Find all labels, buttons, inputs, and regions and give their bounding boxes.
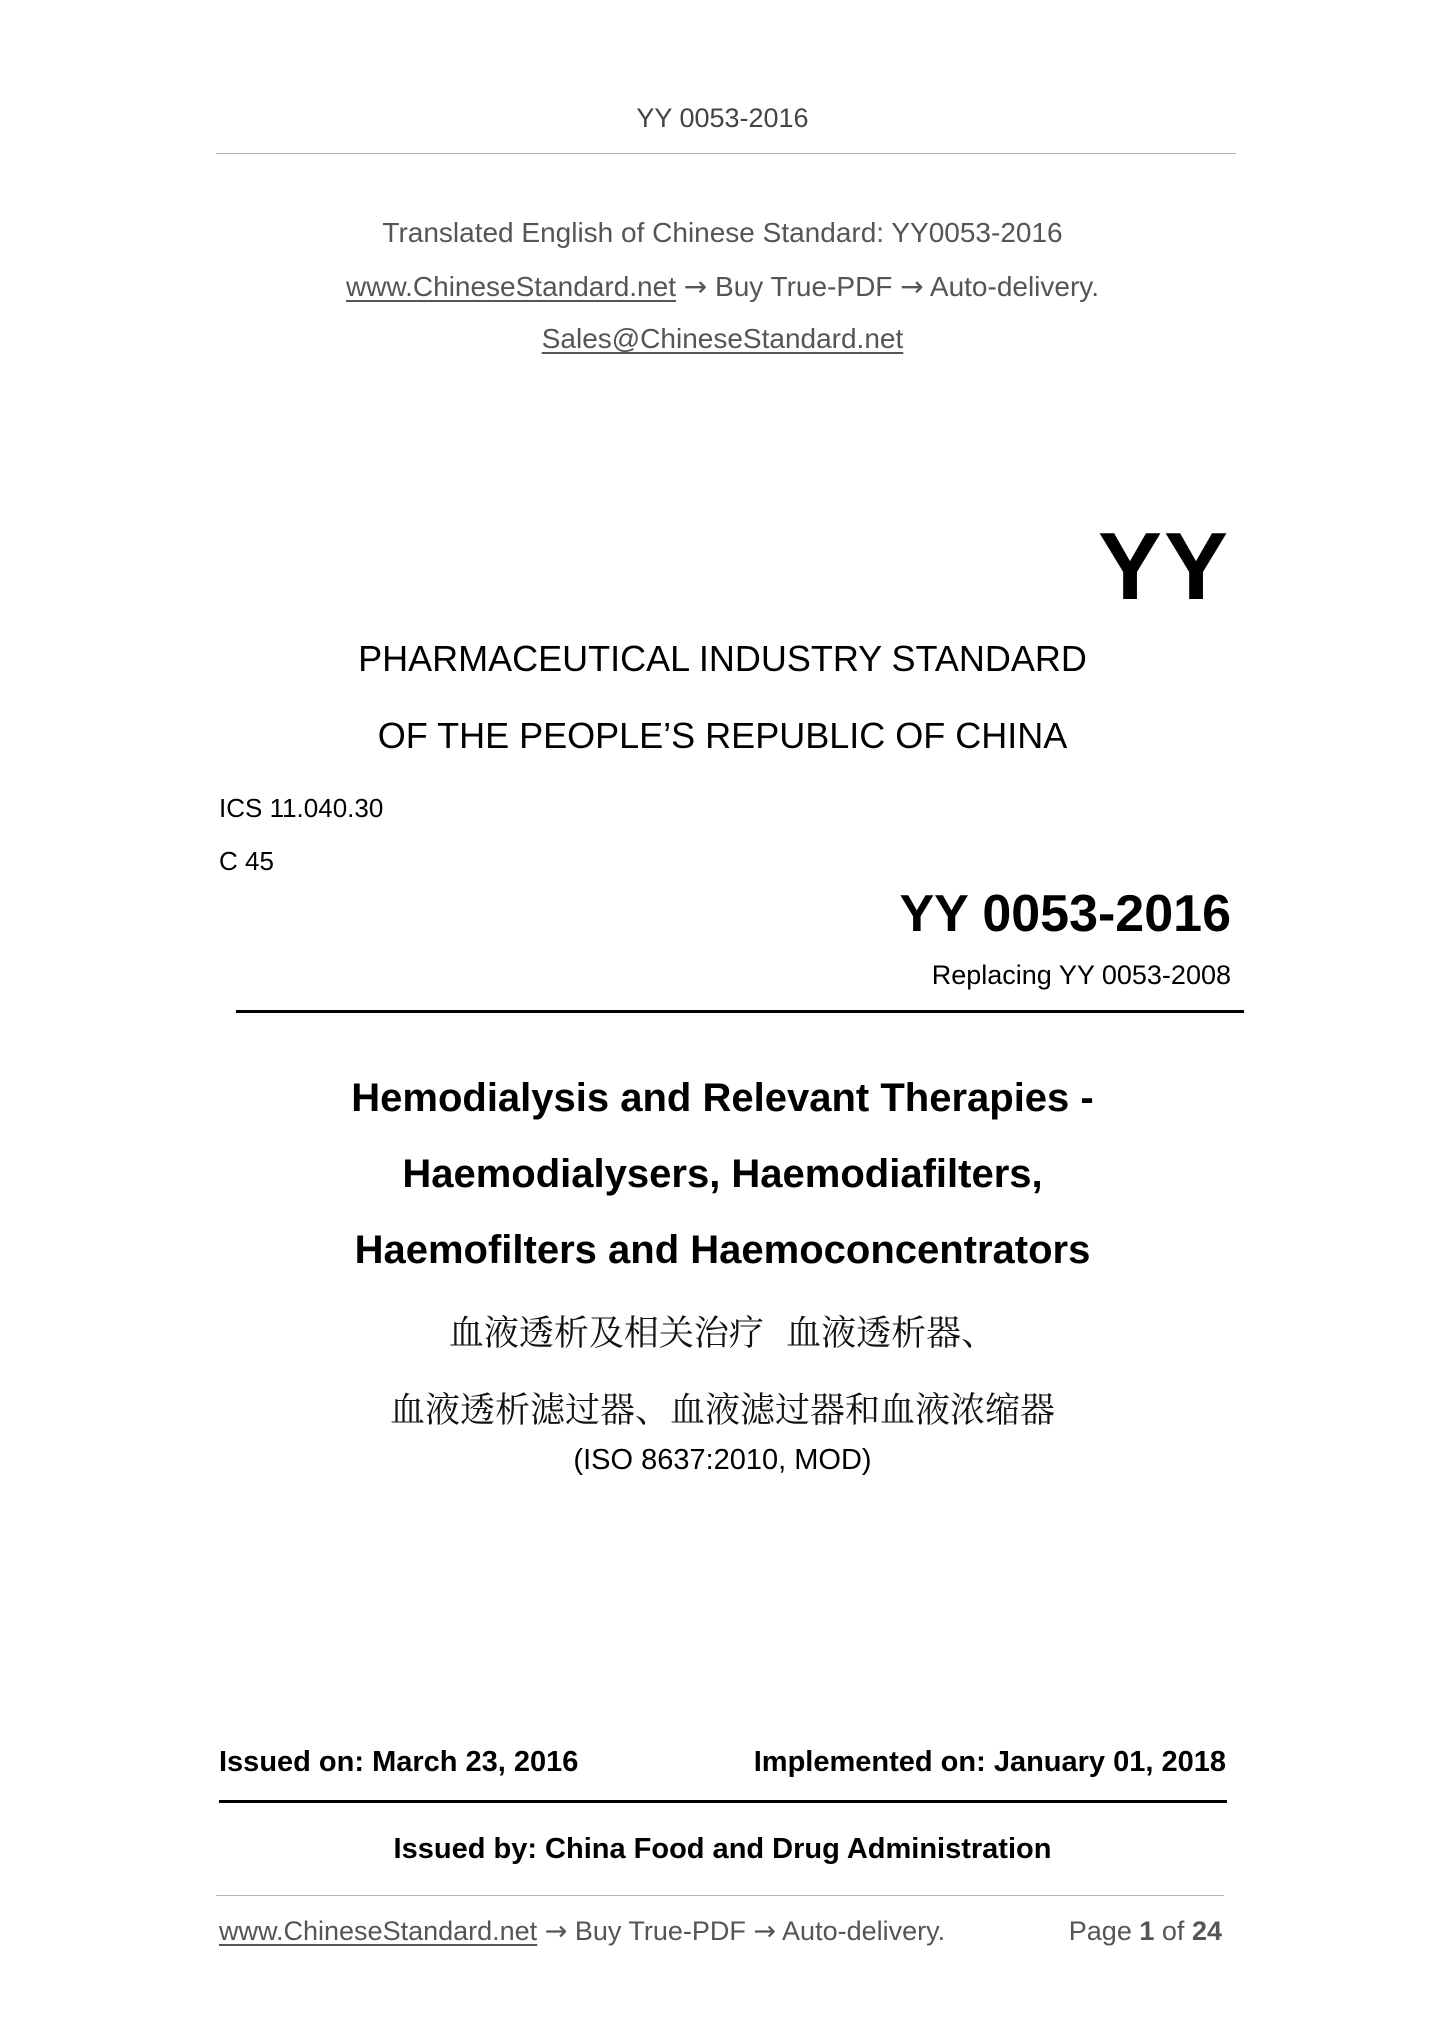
english-title-line3: Haemofilters and Haemoconcentrators [354, 1228, 1091, 1272]
standard-type-line1: PHARMACEUTICAL INDUSTRY STANDARD [358, 638, 1087, 679]
running-header-title: YY 0053-2016 [636, 103, 809, 133]
dates-divider [219, 1800, 1227, 1803]
sales-email-line [0, 323, 1445, 355]
arrow-right-icon: → [753, 1916, 777, 1947]
site-link[interactable]: www.ChineseStandard.net [346, 271, 676, 302]
auto-delivery-text: Auto-delivery. [929, 271, 1099, 302]
footer-divider [216, 1895, 1224, 1896]
implemented-on-date: Implemented on: January 01, 2018 [753, 1746, 1226, 1778]
arrow-right-icon: → [683, 270, 708, 303]
footer-delivery-text: Auto-delivery. [782, 1916, 946, 1946]
english-title-line2: Haemodialysers, Haemodiafilters, [402, 1152, 1043, 1196]
page-current: 1 [1139, 1916, 1155, 1946]
issuing-authority: Issued by: China Food and Drug Administration [393, 1833, 1052, 1865]
english-title-line1: Hemodialysis and Relevant Therapies - [351, 1076, 1094, 1120]
page-total: 24 [1191, 1916, 1222, 1946]
issued-on-date: Issued on: March 23, 2016 [219, 1746, 579, 1778]
adoption-note: (ISO 8637:2010, MOD) [573, 1444, 872, 1476]
ccs-code: C 45 [219, 846, 274, 876]
chinese-title-line2: 血液透析滤过器、血液滤过器和血液浓缩器 [389, 1391, 1055, 1431]
title-divider [236, 1010, 1244, 1013]
footer-buy-text: Buy True-PDF [574, 1916, 746, 1946]
standard-type-line2: OF THE PEOPLE’S REPUBLIC OF CHINA [377, 715, 1068, 756]
header-divider [216, 153, 1236, 154]
arrow-right-icon: → [544, 1916, 568, 1947]
of-label: of [1161, 1916, 1185, 1946]
arrow-right-icon: → [900, 270, 924, 303]
page-indicator [1069, 1916, 1222, 1947]
translated-standard-line: Translated English of Chinese Standard: YY0053-2016 [382, 217, 1063, 248]
standard-number: YY 0053-2016 [899, 885, 1231, 943]
buy-true-pdf-text: Buy True-PDF [715, 271, 893, 302]
replacing-standard: Replacing YY 0053-2008 [931, 960, 1231, 990]
chinese-title-line1: 血液透析及相关治疗 血液透析器、 [448, 1314, 997, 1354]
ics-code: ICS 11.040.30 [219, 793, 384, 823]
page-label: Page [1068, 1916, 1132, 1946]
footer-site-link[interactable]: www.ChineseStandard.net [219, 1916, 538, 1946]
promo-buy-line [0, 270, 1445, 303]
sales-email-link[interactable]: Sales@ChineseStandard.net [541, 323, 904, 354]
standard-category-mark: YY [1097, 513, 1230, 620]
footer-promo [219, 1916, 945, 1947]
